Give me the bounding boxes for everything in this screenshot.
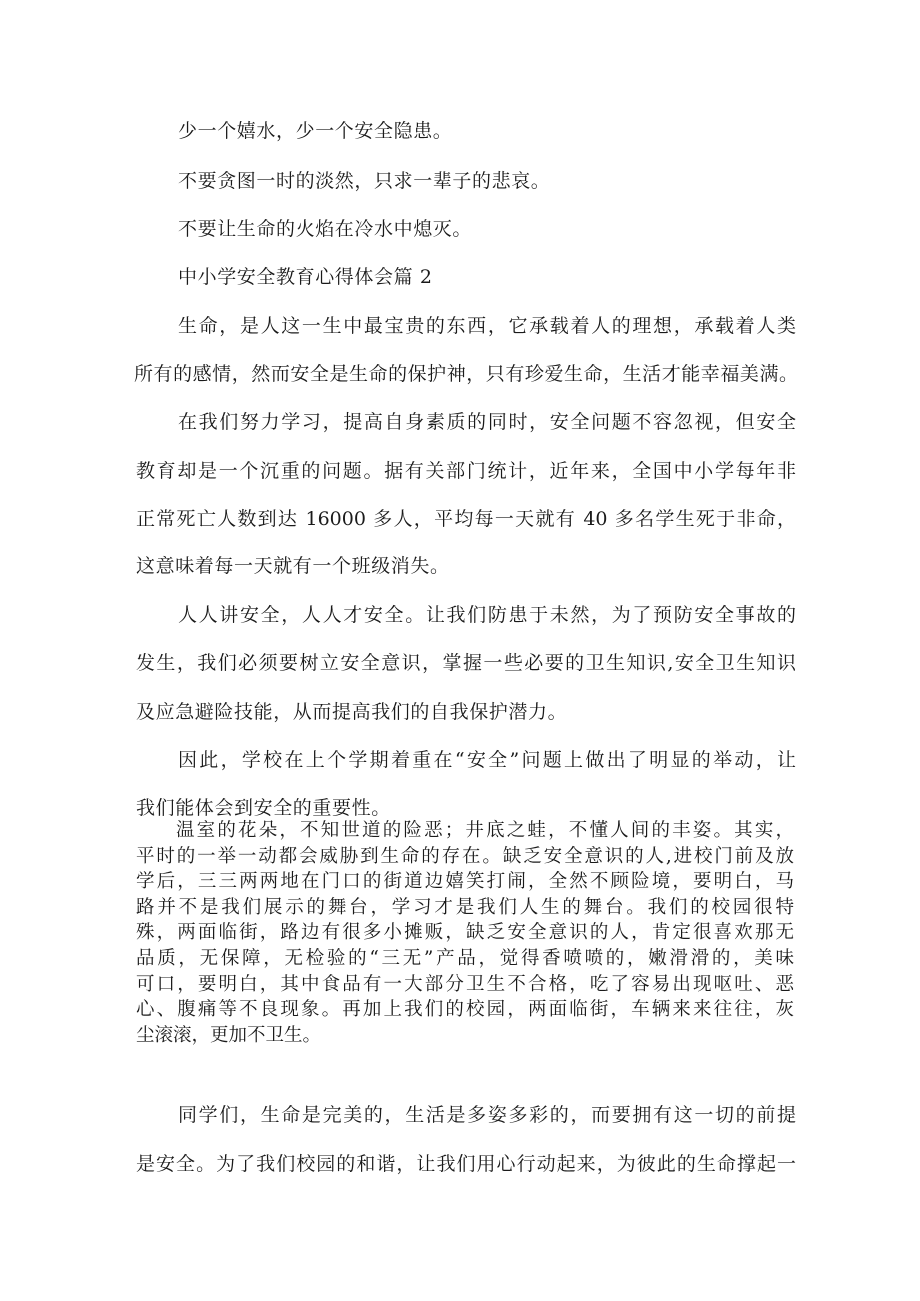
text-line: 品质，无保障，无检验的“三无”产品，觉得香喷喷的，嫩滑滑的，美味	[136, 947, 794, 969]
text-line: 在我们努力学习，提高自身素质的同时，安全问题不容忽视，但安全	[178, 411, 796, 433]
text-line: 不要贪图一时的淡然，只求一辈子的悲哀。	[178, 170, 551, 192]
text-line: 平时的一举一动都会威胁到生命的存在。缺乏安全意识的人,进校门前及放	[136, 845, 794, 867]
section-heading: 中小学安全教育心得体会篇 2	[178, 266, 433, 288]
text-line: 尘滚滚，更加不卫生。	[136, 1024, 322, 1046]
text-line: 可口，要明白，其中食品有一大部分卫生不合格，吃了容易出现呕吐、恶	[136, 973, 794, 995]
text-line: 我们能体会到安全的重要性。	[136, 797, 391, 819]
text-line: 因此，学校在上个学期着重在“安全”问题上做出了明显的举动，让	[178, 749, 796, 771]
text-line: 教育却是一个沉重的问题。据有关部门统计，近年来，全国中小学每年非	[136, 460, 796, 482]
text-line: 是安全。为了我们校园的和谐，让我们用心行动起来，为彼此的生命撑起一	[136, 1153, 796, 1175]
text-line: 生命，是人这一生中最宝贵的东西，它承载着人的理想，承载着人类	[178, 315, 796, 337]
text-line: 少一个嬉水，少一个安全隐患。	[178, 120, 453, 142]
text-line: 温室的花朵，不知世道的险恶；井底之蛙，不懂人间的丰姿。其实，	[176, 820, 794, 841]
text-line: 所有的感情，然而安全是生命的保护神，只有珍爱生命，生活才能幸福美满。	[134, 363, 798, 385]
paragraph-5	[136, 818, 794, 1048]
text-line: 及应急避险技能，从而提高我们的自我保护潜力。	[136, 701, 568, 723]
text-line: 心、腹痛等不良现象。再加上我们的校园，两面临街，车辆来来往往，灰	[136, 999, 794, 1021]
text-line: 路并不是我们展示的舞台，学习才是我们人生的舞台。我们的校园很特	[136, 896, 794, 918]
text-line: 人人讲安全，人人才安全。让我们防患于未然，为了预防安全事故的	[178, 604, 796, 626]
text-line: 正常死亡人数到达 16000 多人，平均每一天就有 40 多名学生死于非命，	[136, 508, 796, 530]
text-line: 发生，我们必须要树立安全意识，掌握一些必要的卫生知识,安全卫生知识	[136, 652, 796, 674]
text-line: 学后，三三两两地在门口的街道边嬉笑打闹，全然不顾险境，要明白，马	[136, 871, 794, 893]
text-line: 不要让生命的火焰在冷水中熄灭。	[178, 218, 473, 240]
text-line: 同学们，生命是完美的，生活是多姿多彩的，而要拥有这一切的前提	[178, 1104, 796, 1126]
text-line: 殊，两面临街，路边有很多小摊贩，缺乏安全意识的人，肯定很喜欢那无	[136, 922, 794, 944]
text-line: 这意味着每一天就有一个班级消失。	[136, 555, 450, 577]
